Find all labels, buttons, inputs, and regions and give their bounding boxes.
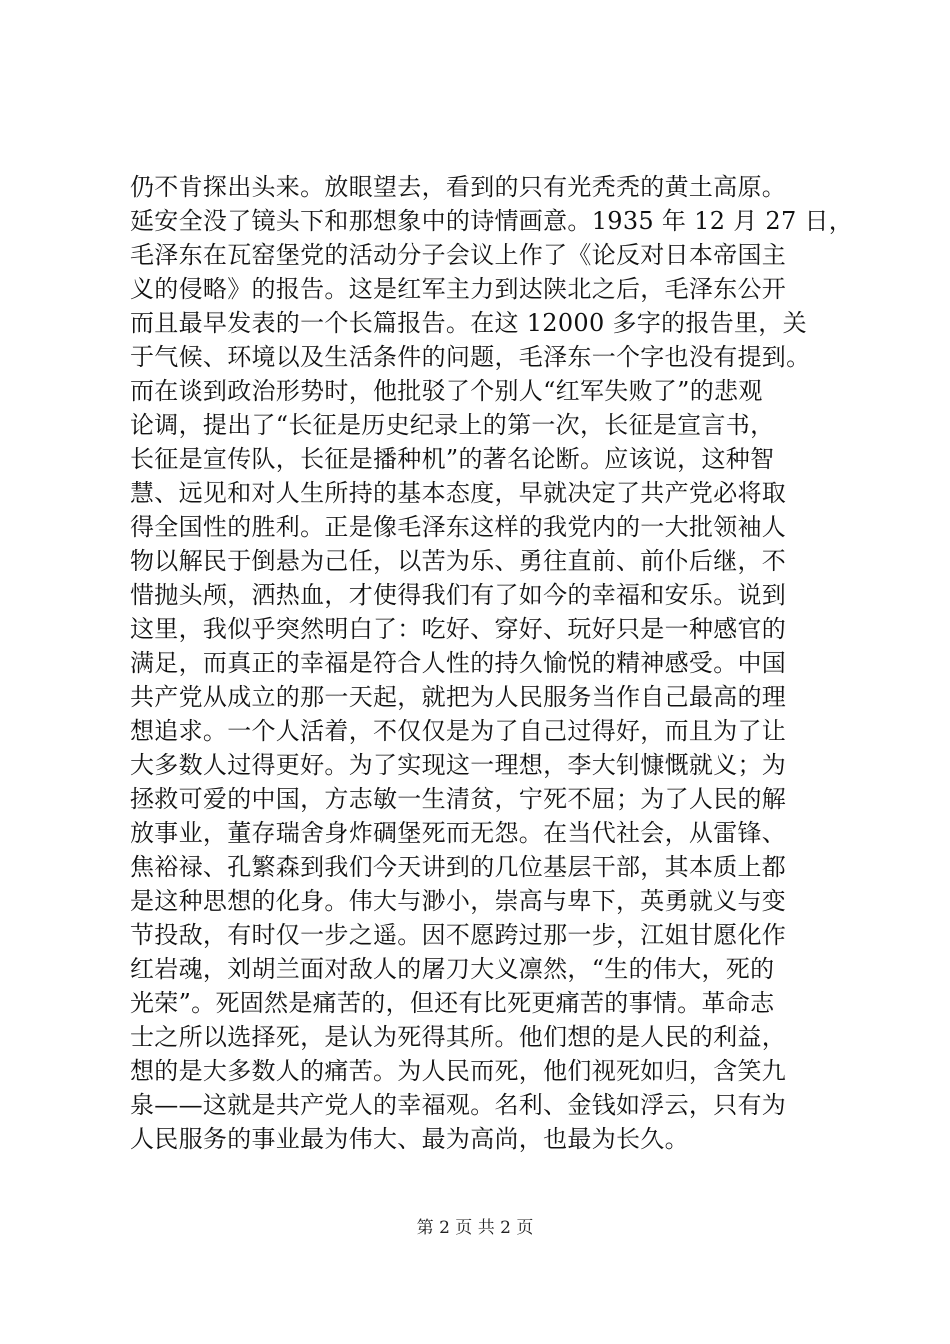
text-line: 红岩魂，刘胡兰面对敌人的屠刀大义凛然，“生的伟大，死的 <box>130 955 775 983</box>
text-line: 延安全没了镜头下和那想象中的诗情画意。1935 年 12 月 27 日， <box>130 207 854 235</box>
text-line: 而且最早发表的一个长篇报告。在这 12000 多字的报告里，关 <box>130 309 807 337</box>
text-line: 光荣”。死固然是痛苦的，但还有比死更痛苦的事情。革命志 <box>130 989 775 1017</box>
text-line: 是这种思想的化身。伟大与渺小，崇高与卑下，英勇就义与变 <box>130 887 787 915</box>
text-line: 焦裕禄、孔繁森到我们今天讲到的几位基层干部，其本质上都 <box>130 853 787 881</box>
text-line: 想的是大多数人的痛苦。为人民而死，他们视死如归，含笑九 <box>130 1057 787 1085</box>
text-line: 义的侵略》的报告。这是红军主力到达陕北之后，毛泽东公开 <box>130 275 787 303</box>
text-line: 毛泽东在瓦窑堡党的活动分子会议上作了《论反对日本帝国主 <box>130 241 787 269</box>
text-line: 于气候、环境以及生活条件的问题，毛泽东一个字也没有提到。 <box>130 343 811 371</box>
text-line: 放事业，董存瑞舍身炸碉堡死而无怨。在当代社会，从雷锋、 <box>130 819 787 847</box>
text-line: 泉——这就是共产党人的幸福观。名利、金钱如浮云，只有为 <box>130 1091 787 1119</box>
page-number-footer: 第 2 页 共 2 页 <box>416 1218 534 1238</box>
text-line: 得全国性的胜利。正是像毛泽东这样的我党内的一大批领袖人 <box>130 513 787 541</box>
text-line: 这里，我似乎突然明白了：吃好、穿好、玩好只是一种感官的 <box>130 615 787 643</box>
text-line: 仍不肯探出头来。放眼望去，看到的只有光秃秃的黄土高原。 <box>130 173 787 201</box>
text-line: 想追求。一个人活着，不仅仅是为了自己过得好，而且为了让 <box>130 717 787 745</box>
text-line: 士之所以选择死，是认为死得其所。他们想的是人民的利益， <box>130 1023 787 1051</box>
text-line: 论调，提出了“长征是历史纪录上的第一次，长征是宣言书， <box>130 411 775 439</box>
text-line: 而在谈到政治形势时，他批驳了个别人“红军失败了”的悲观 <box>130 377 763 405</box>
body-text <box>130 170 854 1156</box>
text-line: 慧、远见和对人生所持的基本态度，早就决定了共产党必将取 <box>130 479 787 507</box>
text-line: 大多数人过得更好。为了实现这一理想，李大钊慷慨就义；为 <box>130 751 787 779</box>
text-line: 节投敌，有时仅一步之遥。因不愿跨过那一步，江姐甘愿化作 <box>130 921 787 949</box>
text-line: 长征是宣传队，长征是播种机”的著名论断。应该说，这种智 <box>130 445 775 473</box>
text-line: 拯救可爱的中国，方志敏一生清贫，宁死不屈；为了人民的解 <box>130 785 787 813</box>
text-line: 共产党从成立的那一天起，就把为人民服务当作自己最高的理 <box>130 683 787 711</box>
text-line: 人民服务的事业最为伟大、最为高尚，也最为长久。 <box>130 1125 689 1153</box>
text-line: 物以解民于倒悬为己任，以苦为乐、勇往直前、前仆后继，不 <box>130 547 787 575</box>
text-line: 满足，而真正的幸福是符合人性的持久愉悦的精神感受。中国 <box>130 649 787 677</box>
text-line: 惜抛头颅，洒热血，才使得我们有了如今的幸福和安乐。说到 <box>130 581 787 609</box>
